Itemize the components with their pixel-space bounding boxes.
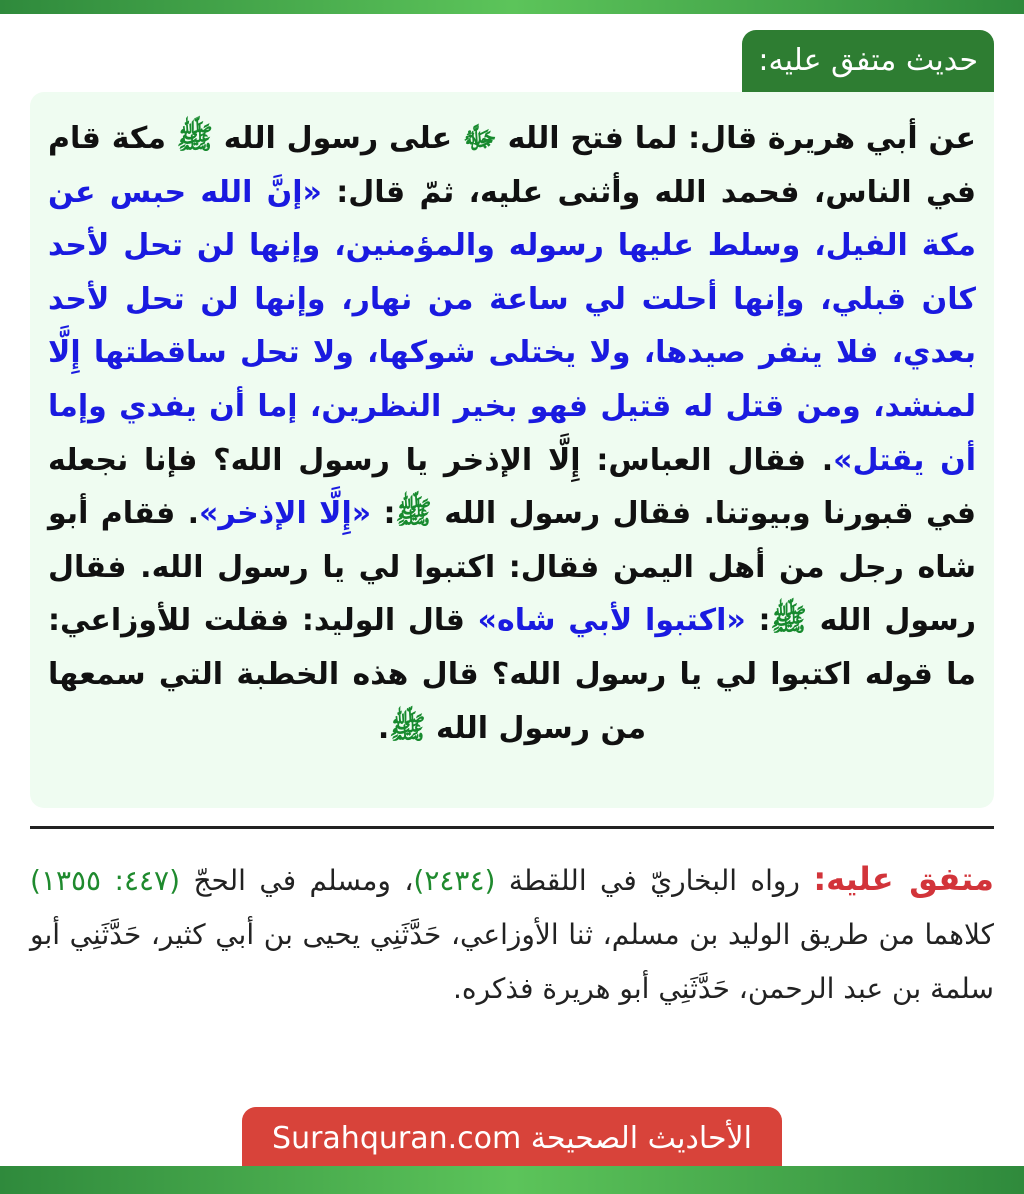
hadith-type-tag: حديث متفق عليه:	[742, 30, 994, 92]
text-segment: رواه البخاريّ في اللقطة	[495, 864, 814, 897]
honorific-glyph: ﷻ	[462, 121, 497, 156]
text-segment: كلاهما من طريق الوليد بن مسلم، ثنا الأوزاعي، حَدَّثَنِي يحيى بن أبي كثير، حَدَّثَنِي أبو سلمة بن عبد الرحمن، حَدَّثَنِي أبو هريرة فذكره.	[30, 918, 994, 1005]
hadith-quote: «اكتبوا لأبي شاه»	[477, 603, 746, 639]
text-segment: على رسول الله	[212, 121, 463, 156]
honorific-glyph: ﷺ	[389, 710, 426, 746]
text-segment: قال الوليد: فقلت للأوزاعي: ما قوله اكتبوا لي يا رسول الله؟ قال هذه الخطبة التي سمعها من رسول الله	[48, 603, 976, 746]
text-segment: :	[745, 603, 771, 639]
source-text	[30, 852, 994, 1016]
hadith-quote: «إنَّ الله حبس عن مكة الفيل، وسلط عليها رسوله والمؤمنين، وإنها لن تحل لأحد كان قبلي، وإنها أحلت لي ساعة من نهار، وإنها لن تحل لأحد بعدي، فلا ينفر صيدها، ولا يختلى شوكها، ولا تحل ساقطتها إِلَّا لمنشد، ومن قتل له قتيل فهو بخير النظرين، إما أن يفدي وإما أن يقتل»	[48, 174, 976, 478]
text-segment: :	[371, 496, 396, 532]
top-green-bar	[0, 0, 1024, 14]
text-segment: . فقام أبو شاه رجل من أهل اليمن فقال: اكتبوا لي يا رسول الله. فقال رسول الله	[48, 496, 976, 639]
text-segment: . فقال العباس: إِلَّا الإذخر يا رسول الله؟ فإنا نجعله في قبورنا وبيوتنا. فقال رسول الله	[48, 442, 976, 532]
hadith-quote: «إِلَّا الإذخر»	[199, 496, 372, 532]
site-badge[interactable]: الأحاديث الصحيحة Surahquran.com	[242, 1107, 782, 1167]
honorific-glyph: ﷺ	[176, 121, 213, 156]
honorific-glyph: ﷺ	[395, 496, 432, 532]
source-label: متفق عليه:	[813, 860, 994, 898]
text-segment: .	[377, 710, 390, 746]
reference-number: (٤٤٧: ١٣٥٥)	[30, 864, 181, 897]
text-segment: عن أبي هريرة قال: لما فتح الله	[496, 121, 976, 156]
bottom-green-bar	[0, 1166, 1024, 1194]
divider	[30, 826, 994, 829]
hadith-text	[48, 112, 976, 755]
reference-number: (٢٤٣٤)	[413, 864, 496, 897]
hadith-box	[30, 92, 994, 808]
text-segment: ، ومسلم في الحجّ	[180, 864, 414, 897]
honorific-glyph: ﷺ	[770, 603, 807, 639]
text-segment: مكة قام في الناس، فحمد الله وأثنى عليه، ثمّ قال:	[48, 121, 976, 210]
